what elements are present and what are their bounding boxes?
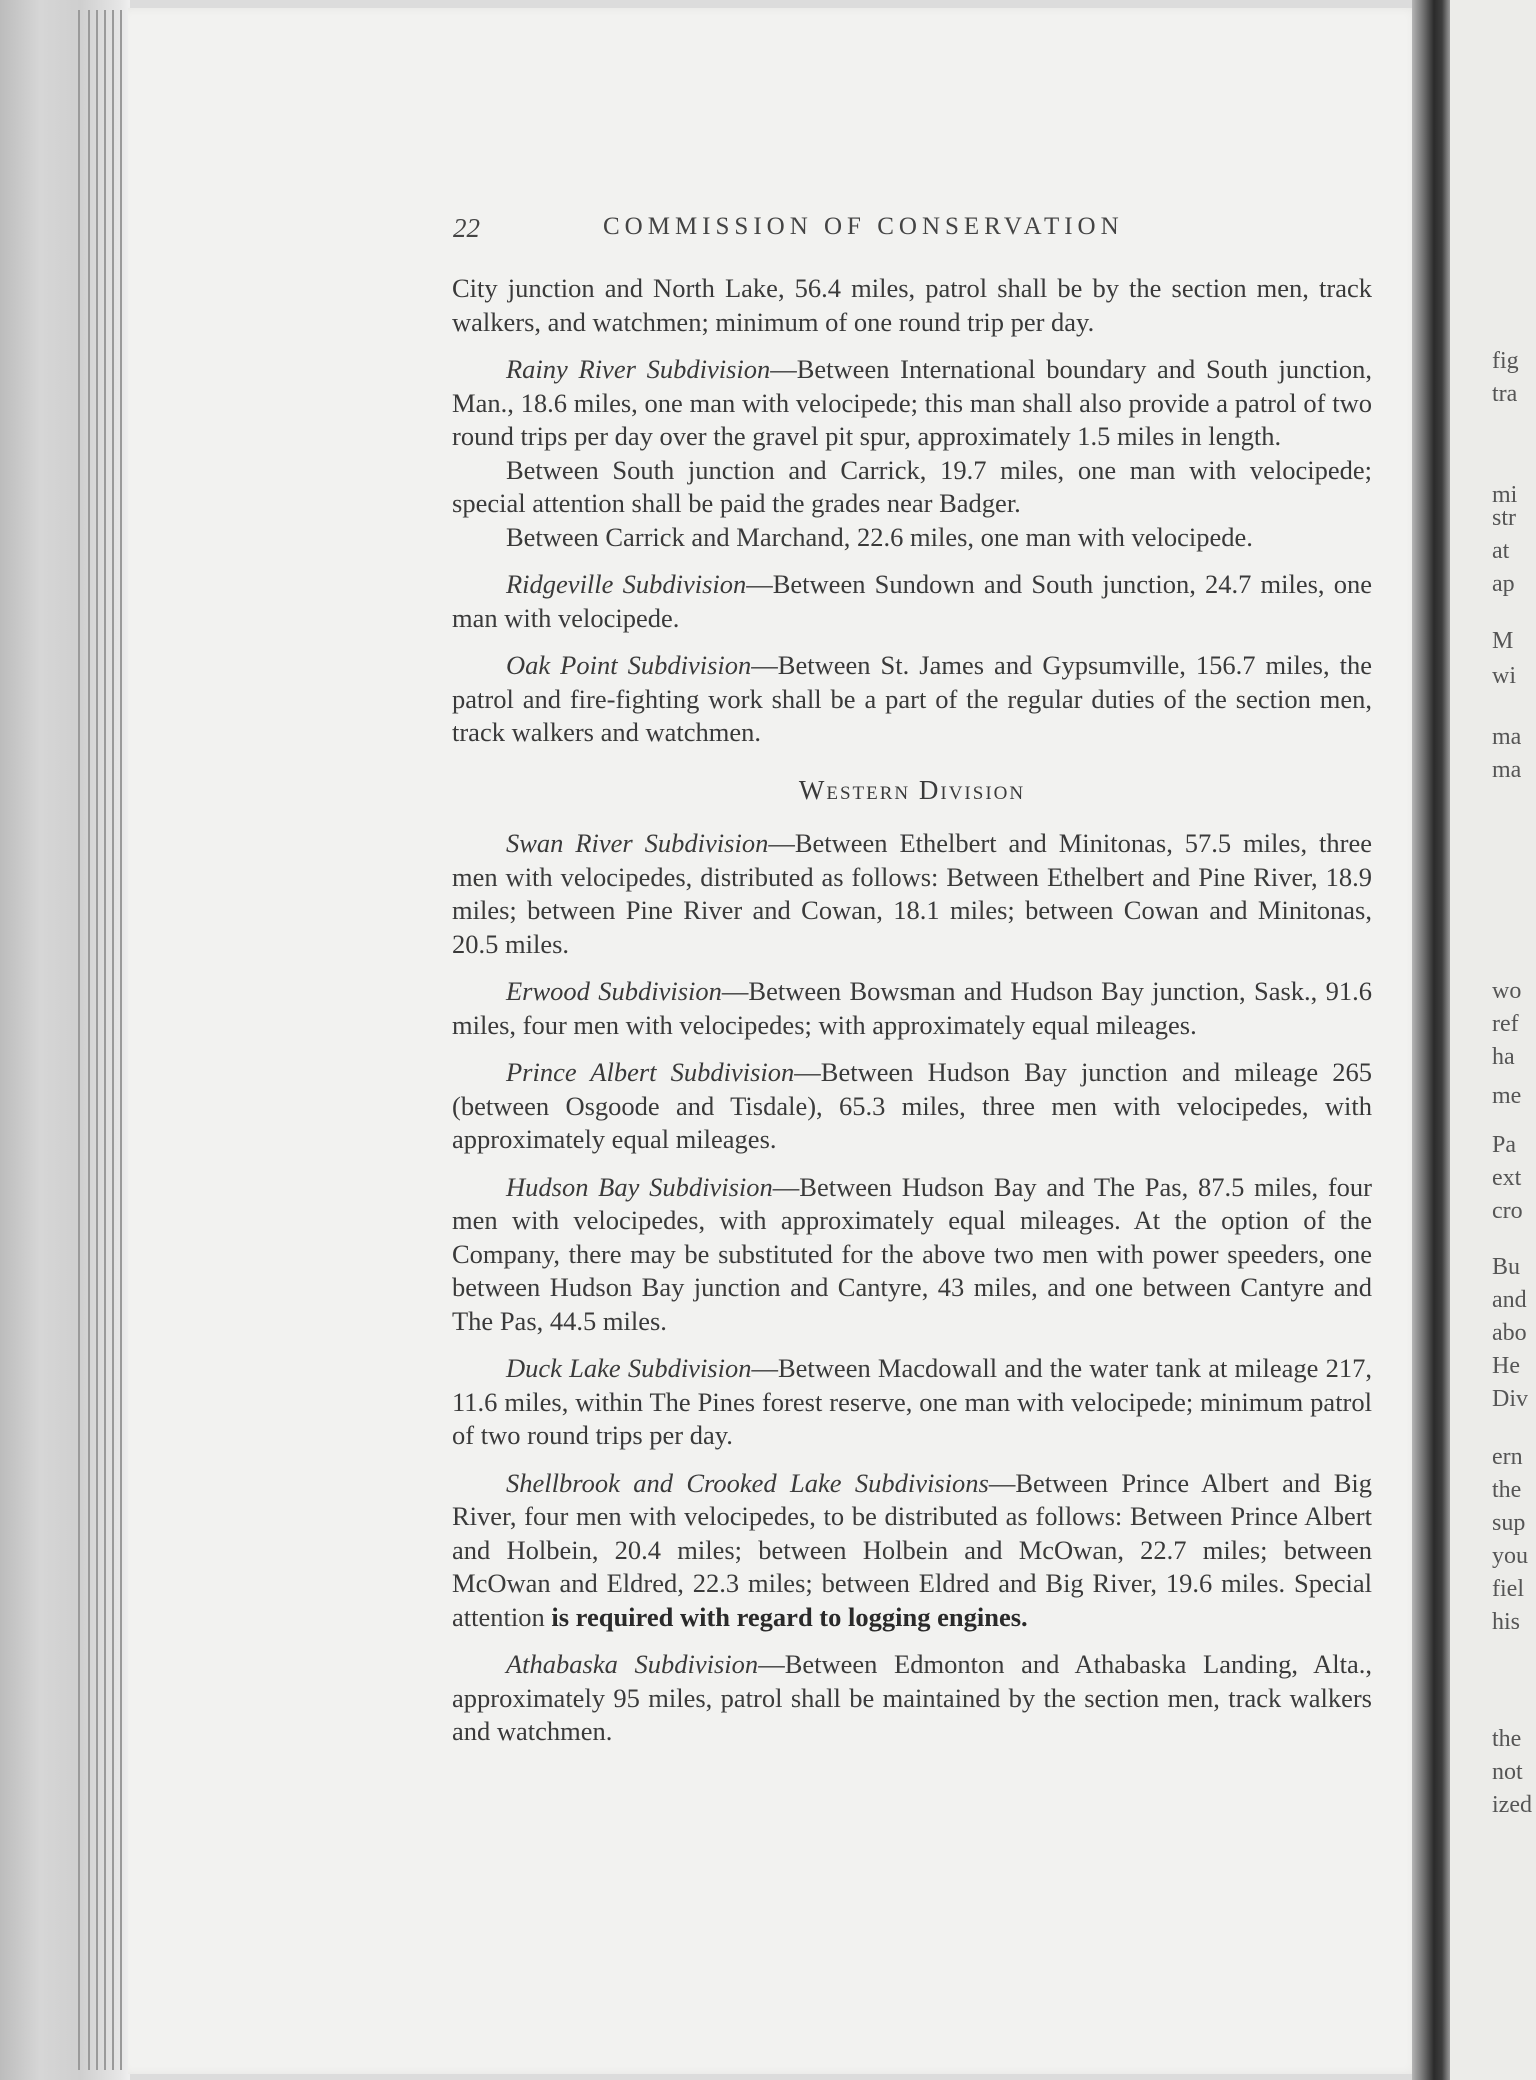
facing-text-fragment: at: [1492, 538, 1510, 564]
paragraph-text: —Between Macdowall and the water tank at mileage 217, 11.6 miles, within The Pines forest reserve, one man with velocipede; minimum patrol of two round trips per day.: [452, 1353, 1373, 1450]
swan-river-paragraph: [452, 827, 1372, 961]
facing-text-fragment: wo: [1492, 978, 1522, 1004]
page-edge-line: [88, 10, 90, 2070]
page-edge-line: [104, 10, 106, 2070]
facing-text-fragment: cro: [1492, 1198, 1523, 1224]
facing-text-fragment: ext: [1492, 1165, 1522, 1191]
facing-text-fragment: abo: [1492, 1320, 1527, 1346]
subdivision-title: Shellbrook and Crooked Lake Subdivisions: [506, 1467, 989, 1498]
subdivision-title: Duck Lake Subdivision: [506, 1353, 752, 1383]
facing-text-fragment: str: [1492, 505, 1516, 531]
facing-text-fragment: ap: [1492, 571, 1515, 597]
rainy-river-paragraph-2: Between South junction and Carrick, 19.7 miles, one man with velocipede; special attention shall be paid the grades near Badger.: [452, 454, 1372, 518]
paragraph-text: —Between Hudson Bay junction and mileage 265 (between Osgoode and Tisdale), 65.3 miles, three men with velocipedes, with approximately equal mileages.: [452, 1057, 1372, 1154]
rainy-river-paragraph-3: Between Carrick and Marchand, 22.6 miles, one man with velocipede.: [506, 521, 1253, 552]
rainy-river-paragraph: [452, 353, 1372, 454]
shellbrook-paragraph: [452, 1467, 1372, 1635]
left-page-edges: [0, 0, 130, 2080]
facing-text-fragment: the: [1492, 1726, 1522, 1752]
duck-lake-paragraph: [452, 1352, 1372, 1453]
page-edge-line: [78, 10, 80, 2070]
facing-text-fragment: mi: [1492, 482, 1518, 508]
paragraph-text: —Between Hudson Bay and The Pas, 87.5 miles, four men with velocipedes, with approximately equal mileages. At the option of the Company, there may be substituted for the above two men with power speeders, one between Hudson Bay junction and Cantyre, 43 miles, and one between Cantyre and The Pas, 44.5 miles.: [452, 1171, 1372, 1336]
page-number: 22: [453, 213, 480, 243]
facing-text-fragment: the: [1492, 1477, 1522, 1503]
erwood-paragraph: [452, 975, 1372, 1042]
facing-text-fragment: wi: [1492, 663, 1516, 689]
athabaska-paragraph: [452, 1648, 1372, 1749]
hudson-bay-paragraph: [452, 1171, 1372, 1339]
facing-text-fragment: Bu: [1492, 1254, 1521, 1280]
facing-text-fragment: and: [1492, 1287, 1527, 1313]
facing-text-fragment: ma: [1492, 757, 1522, 783]
facing-text-fragment: you: [1492, 1543, 1528, 1569]
running-head: COMMISSION OF CONSERVATION: [603, 213, 1124, 240]
page-edge-line: [120, 10, 122, 2070]
subdivision-title: Ridgeville Subdivision: [506, 569, 747, 599]
subdivision-title: Oak Point Subdivision: [506, 650, 752, 680]
paragraph-text: —Between Edmonton and Athabaska Landing, Alta., approximately 95 miles, patrol shall be maintained by the section men, track walkers and watchmen.: [452, 1649, 1372, 1746]
facing-text-fragment: sup: [1492, 1510, 1526, 1536]
facing-text-fragment: not: [1492, 1759, 1523, 1785]
facing-text-fragment: ha: [1492, 1044, 1515, 1070]
subdivision-title: Erwood Subdivision: [506, 976, 722, 1006]
facing-text-fragment: ized: [1492, 1792, 1532, 1818]
book-gutter: [1412, 0, 1450, 2080]
page-body: [452, 272, 1372, 1749]
subdivision-title: Rainy River Subdivision: [506, 354, 771, 384]
facing-text-fragment: tra: [1492, 381, 1518, 407]
facing-text-fragment: ern: [1492, 1444, 1523, 1470]
facing-text-fragment: ref: [1492, 1011, 1519, 1037]
paragraph-text: —Between International boundary and South junction, Man., 18.6 miles, one man with velocipede; this man shall also provide a patrol of two round trips per day over the gravel pit spur, approximately 1.5 miles in length.: [452, 354, 1372, 451]
subdivision-title: Hudson Bay Subdivision: [506, 1171, 773, 1202]
intro-paragraph: City junction and North Lake, 56.4 miles, patrol shall be by the section men, track walkers, and watchmen; minimum of one round trip per day.: [452, 273, 1372, 337]
subdivision-title: Prince Albert Subdivision: [506, 1057, 795, 1087]
subdivision-title: Swan River Subdivision: [506, 828, 769, 858]
paragraph-text: —Between Bowsman and Hudson Bay junction, Sask., 91.6 miles, four men with velocipedes; with approximately equal mileages.: [452, 976, 1372, 1040]
subdivision-title: Athabaska Subdivision: [506, 1649, 759, 1679]
facing-text-fragment: M: [1492, 628, 1514, 654]
paragraph-text: —Between Prince Albert and Big River, four men with velocipedes, to be distributed as follows: Between Prince Albert and Holbein, 20.4 miles; between Holbein and McOwan, 22.7 miles; between McOwan and Eldred, 22.3 miles; between Eldred and Big River, 19.6 miles. Special attention: [452, 1467, 1372, 1632]
page-edge-line: [112, 10, 114, 2070]
facing-text-fragment: He: [1492, 1353, 1520, 1379]
page-edge-line: [96, 10, 98, 2070]
paragraph-text-bold: is required with regard to logging engines.: [551, 1601, 1028, 1632]
page-header: [453, 213, 1373, 253]
oak-point-paragraph: [452, 649, 1372, 750]
facing-text-fragment: Div: [1492, 1386, 1528, 1412]
facing-text-fragment: ma: [1492, 724, 1522, 750]
paragraph-text: —Between Sundown and South junction, 24.7 miles, one man with velocipede.: [452, 569, 1372, 633]
section-heading: Western Division: [798, 774, 1026, 805]
facing-text-fragment: Pa: [1492, 1132, 1516, 1158]
ridgeville-paragraph: [452, 568, 1372, 635]
facing-text-fragment: fiel: [1492, 1576, 1524, 1602]
paragraph-text: —Between Ethelbert and Minitonas, 57.5 miles, three men with velocipedes, distributed as follows: Between Ethelbert and Pine River, 18.9 miles; between Pine River and Cowan, 18.1 miles; between Cowan and Minitonas, 20.5 miles.: [452, 828, 1372, 959]
facing-text-fragment: his: [1492, 1609, 1521, 1635]
prince-albert-paragraph: [452, 1056, 1372, 1157]
paragraph-text: —Between St. James and Gypsumville, 156.7 miles, the patrol and fire-fighting work shall be a part of the regular duties of the section men, track walkers and watchmen.: [452, 650, 1372, 747]
facing-text-fragment: fig: [1492, 348, 1519, 374]
facing-text-fragment: me: [1492, 1083, 1522, 1109]
